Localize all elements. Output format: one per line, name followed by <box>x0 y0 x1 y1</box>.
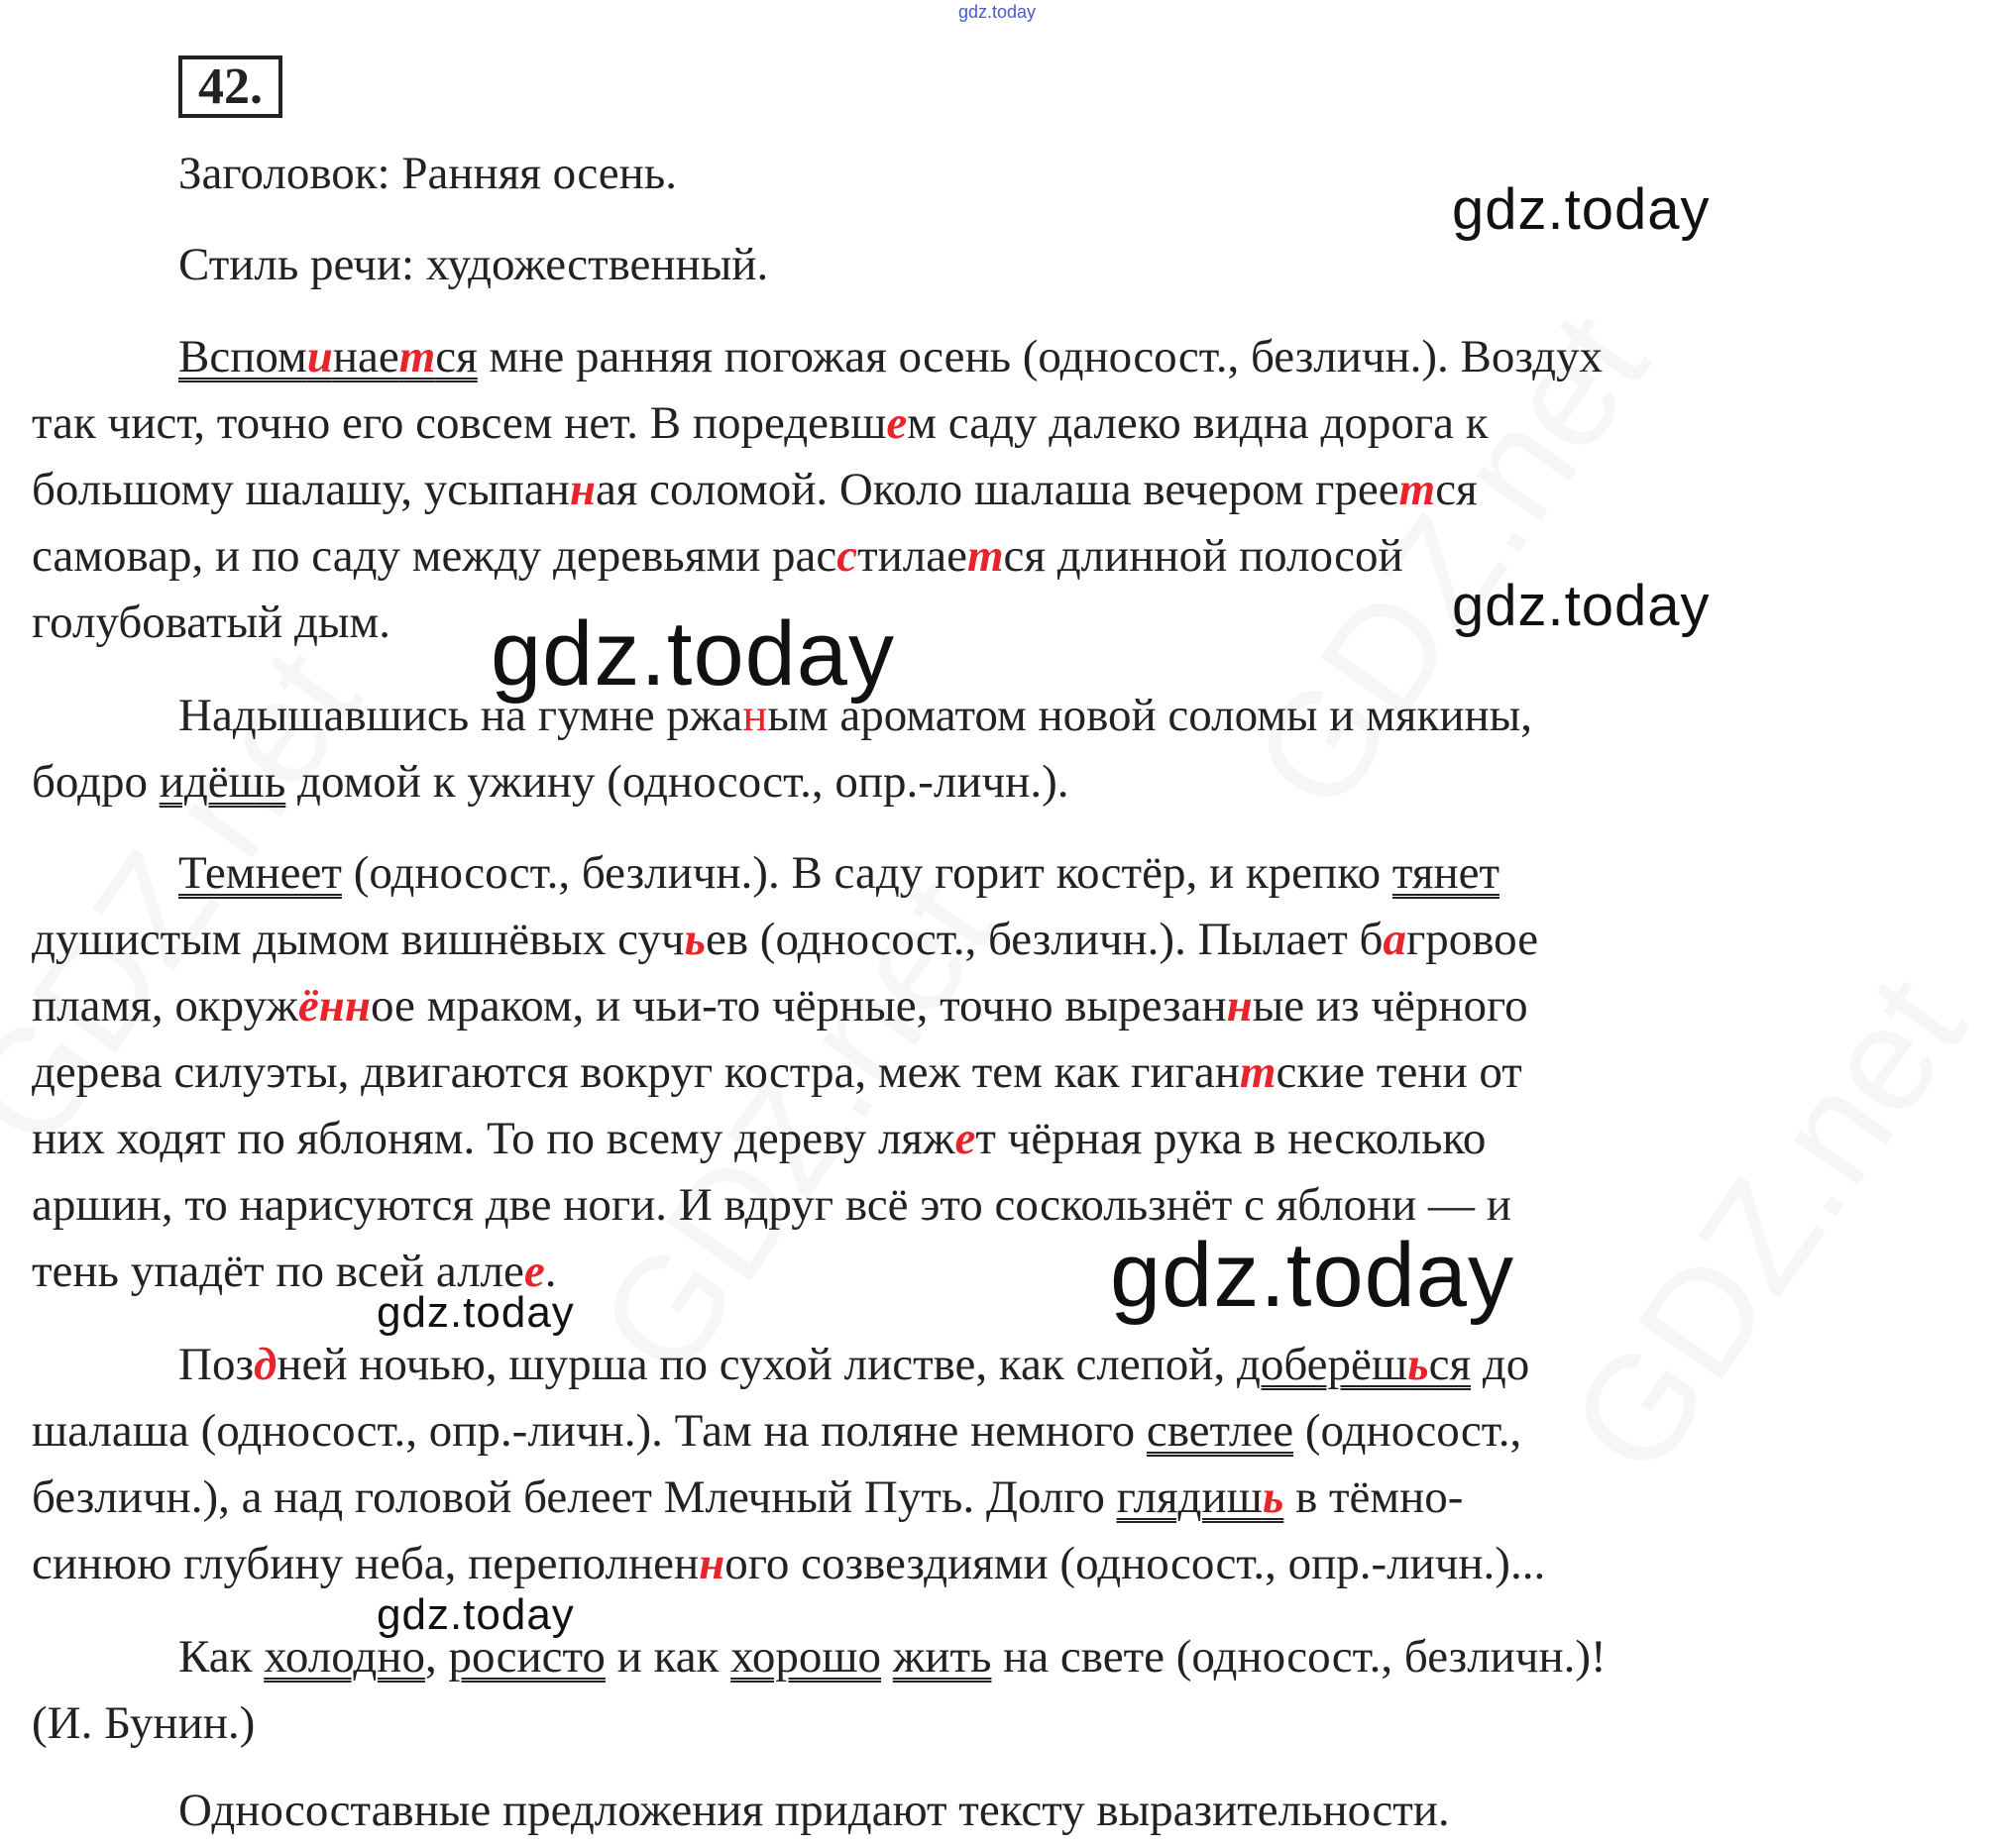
gdz-watermark: gdz.today <box>1452 177 1711 242</box>
conclusion-line: Односоставные предложения придают тексту выразительности. <box>178 1785 1450 1836</box>
title-line: Заголовок: Ранняя осень. <box>178 148 677 199</box>
paragraph-1-line-4: самовар, и по саду между деревьями расстилается длинной полосой <box>32 530 1403 582</box>
paragraph-1-line-3: большому шалашу, усыпанная соломой. Около шалаша вечером греется <box>32 464 1478 515</box>
background-watermark <box>1536 946 1998 1505</box>
paragraph-3-line-4: дерева силуэты, двигаются вокруг костра, меж тем как гигантские тени от <box>32 1046 1522 1098</box>
gdz-watermark: gdz.today <box>377 1288 575 1337</box>
paragraph-5-line-2: (И. Бунин.) <box>32 1697 256 1749</box>
paragraph-4-line-1: Поздней ночью, шурша по сухой листве, как слепой, доберёшься до <box>178 1339 1530 1390</box>
paragraph-5-line-1: Как холодно, росисто и как хорошо жить на свете (односост., безличн.)! <box>178 1631 1607 1683</box>
paragraph-3-line-3: пламя, окружённое мраком, и чьи-то чёрные, точно вырезанные из чёрного <box>32 980 1528 1032</box>
paragraph-1-line-1: Вспоминается мне ранняя погожая осень (односост., безличн.). Воздух <box>178 331 1604 382</box>
paragraph-2-line-2: бодро идёшь домой к ужину (односост., опр.-личн.). <box>32 756 1069 808</box>
paragraph-1-line-2: так чист, точно его совсем нет. В поредевшем саду далеко видна дорога к <box>32 397 1489 449</box>
predicate-word: Вспоминается <box>178 331 478 382</box>
paragraph-4-line-2: шалаша (односост., опр.-личн.). Там на поляне немного светлее (односост., <box>32 1405 1522 1457</box>
gdz-watermark: gdz.today <box>1452 574 1711 638</box>
paragraph-2-line-1: Надышавшись на гумне ржаным ароматом новой соломы и мякины, <box>178 690 1532 741</box>
gdz-watermark: gdz.today <box>1110 1225 1514 1326</box>
gdz-watermark: gdz.today <box>377 1590 575 1639</box>
paragraph-4-line-4: синюю глубину неба, переполненного созвездиями (односост., опр.-личн.)... <box>32 1538 1546 1589</box>
paragraph-3-line-7: тень упадёт по всей аллее. <box>32 1246 557 1297</box>
paragraph-3-line-5: них ходят по яблоням. То по всему дереву ляжет чёрная рука в несколько <box>32 1113 1487 1164</box>
paragraph-3-line-1: Темнеет (односост., безличн.). В саду горит костёр, и крепко тянет <box>178 847 1499 899</box>
paragraph-3-line-2: душистым дымом вишнёвых сучьев (односост., безличн.). Пылает багровое <box>32 914 1539 965</box>
gdz-watermark: gdz.today <box>491 603 895 705</box>
top-watermark: gdz.today <box>958 2 1037 22</box>
paragraph-1-line-5: голубоватый дым. <box>32 597 390 648</box>
style-line: Стиль речи: художественный. <box>178 239 769 290</box>
paragraph-4-line-3: безличн.), а над головой белеет Млечный Путь. Долго глядишь в тёмно- <box>32 1471 1464 1523</box>
exercise-number: 42. <box>178 55 282 118</box>
paragraph-3-line-6: аршин, то нарисуются две ноги. И вдруг всё это соскользнёт с яблони — и <box>32 1179 1511 1231</box>
